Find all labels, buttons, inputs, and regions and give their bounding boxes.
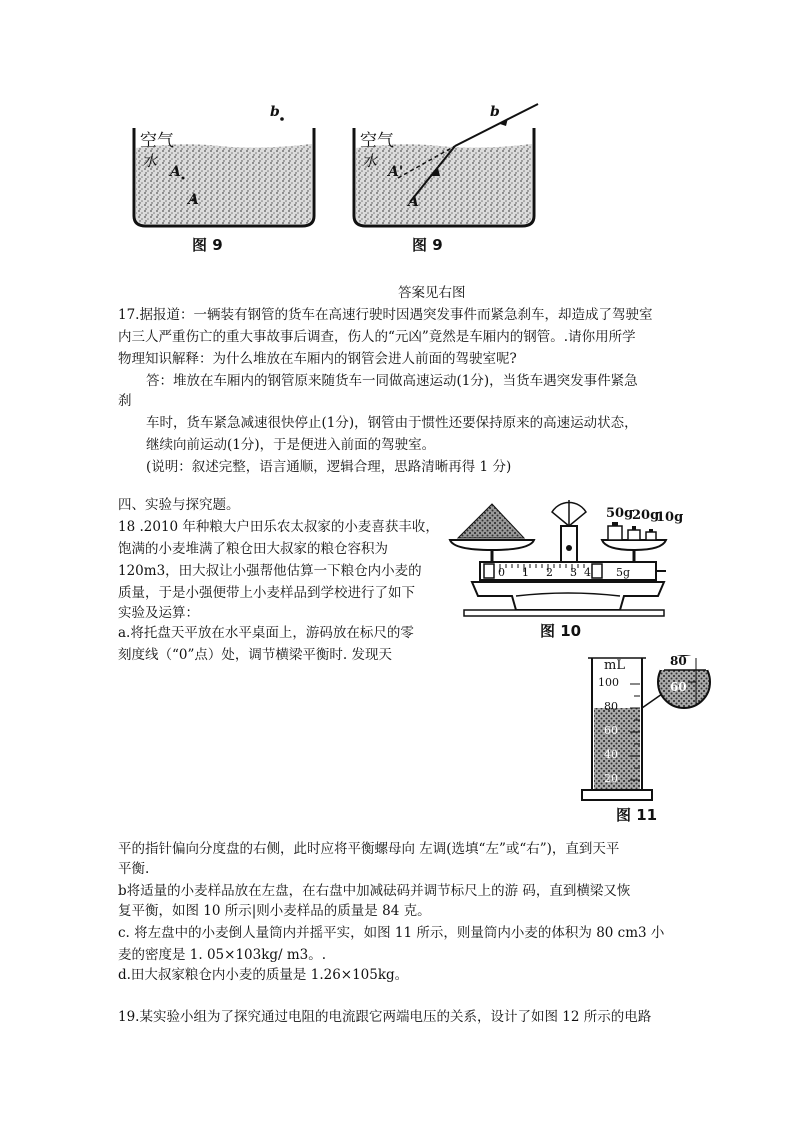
q18-line-8: 平的指针偏向分度盘的右侧，此时应将平衡螺母向 左调(选填“左”或“右”)，直到天平 — [118, 841, 620, 857]
tick-label-20: 20 — [604, 772, 618, 785]
air-label: 空气 — [140, 131, 174, 151]
weight-label-50g: 50g — [606, 506, 634, 521]
q18-line-9: 平衡. — [118, 861, 150, 877]
figure-10-caption: 图 10 — [540, 622, 582, 640]
figure-9-caption: 图 9 — [192, 236, 223, 254]
q18-line-7: 刻度线（“0”点）处，调节横梁平衡时. 发现天 — [118, 647, 392, 663]
unit-label: mL — [604, 658, 625, 673]
figure-9-left — [120, 96, 330, 256]
point-a-prime-label: A' — [388, 164, 404, 180]
scale-label-1: 1 — [522, 566, 529, 579]
water-label: 水 — [142, 152, 158, 170]
q17-answer-4: 继续向前运动(1分)，于是便进入前面的驾驶室。 — [146, 437, 436, 453]
q18-line-13: 麦的密度是 1. 05×103kg/ m3。. — [118, 947, 327, 963]
point-a-label: A — [408, 194, 419, 210]
scale-label-4: 4 — [584, 566, 591, 579]
q18-line-14: d.田大叔家粮仓内小麦的质量是 1.26×105kg。 — [118, 967, 409, 983]
q18-line-5: 实验及运算： — [118, 605, 199, 621]
scale-label-0: 0 — [498, 566, 505, 579]
q17-line-1: 17.据报道：一辆装有钢管的货车在高速行驶时因遇突发事件而紧急刹车，却造成了驾驶室 — [118, 307, 653, 323]
figure-9-right — [340, 96, 550, 256]
section-4-title: 四、实验与探究题。 — [118, 497, 240, 513]
weight-label-20g: 20g — [632, 508, 660, 523]
q17-answer-3: 车时，货车紧急减速很快停止(1分)，钢管由于惯性还要保持原来的高速运动状态， — [146, 415, 638, 431]
q18-line-3: 120m3，田大叔让小强帮他估算一下粮仓内小麦的 — [118, 563, 422, 579]
q18-line-1: 18 .2010 年种粮大户田乐农太叔家的小麦喜获丰收， — [118, 519, 439, 535]
figure-11-caption: 图 11 — [616, 806, 658, 824]
point-a-prime-label: A — [170, 164, 181, 180]
tick-label-100: 100 — [598, 676, 619, 689]
air-label: 空气 — [360, 131, 394, 151]
q18-line-2: 饱满的小麦堆满了粮仓田大叔家的粮仓容积为 — [118, 541, 388, 557]
tick-label-60: 60 — [604, 724, 618, 737]
q17-line-3: 物理知识解释：为什么堆放在车厢内的钢管会进人前面的驾驶室呢? — [118, 351, 517, 367]
weight-label-10g: 10g — [656, 510, 684, 525]
point-a-label: A — [188, 192, 199, 208]
figure-9-caption: 图 9 — [412, 236, 443, 254]
q18-line-6: a.将托盘天平放在水平桌面上，游码放在标尺的零 — [118, 625, 414, 641]
q17-answer-5: (说明：叙述完整，语言通顺，逻辑合理，思路清晰再得 1 分) — [146, 459, 512, 475]
q18-line-4: 质量，于是小强便带上小麦样品到学校进行了如下 — [118, 585, 415, 601]
tick-label-80: 80 — [604, 700, 618, 713]
water-label: 水 — [362, 152, 378, 170]
cylinder-diagram — [578, 640, 722, 830]
zoom-tick-60: 60 — [670, 680, 687, 694]
point-b-label: b — [490, 104, 500, 120]
q18-line-12: c. 将左盘中的小麦倒人量筒内并摇平实，如图 11 所示，则量筒内小麦的体积为 80 cm3 小 — [118, 925, 665, 941]
q18-line-10: b将适量的小麦样品放在左盘，在右盘中加减砝码并调节标尺上的游 码，直到横梁又恢 — [118, 883, 631, 899]
tick-label-40: 40 — [604, 748, 618, 761]
scale-label-5g: 5g — [616, 566, 631, 579]
figure-10-balance — [444, 492, 684, 642]
zoom-tick-80: 80 — [670, 654, 687, 668]
q17-answer-2: 刹 — [118, 393, 132, 409]
beaker-diagram-left — [120, 96, 330, 256]
figure-11-cylinder — [578, 640, 722, 830]
q17-line-2: 内三人严重伤亡的重大事故事后调查，伤人的“元凶”竟然是车厢内的钢管。.请你用所学 — [118, 329, 636, 345]
scale-label-2: 2 — [546, 566, 553, 579]
answer-note: 答案见右图 — [398, 285, 466, 301]
beaker-diagram-right — [340, 96, 550, 256]
scale-label-3: 3 — [570, 566, 577, 579]
q18-line-11: 复平衡，如图 10 所示|则小麦样品的质量是 84 克。 — [118, 903, 431, 919]
point-b-label: b — [270, 104, 280, 120]
q17-answer-1: 答：堆放在车厢内的钢管原来随货车一同做高速运动(1分)，当货车遇突发事件紧急 — [146, 373, 638, 389]
q19-line-1: 19.某实验小组为了探究通过电阻的电流跟它两端电压的关系，设计了如图 12 所示的电路 — [118, 1009, 652, 1025]
